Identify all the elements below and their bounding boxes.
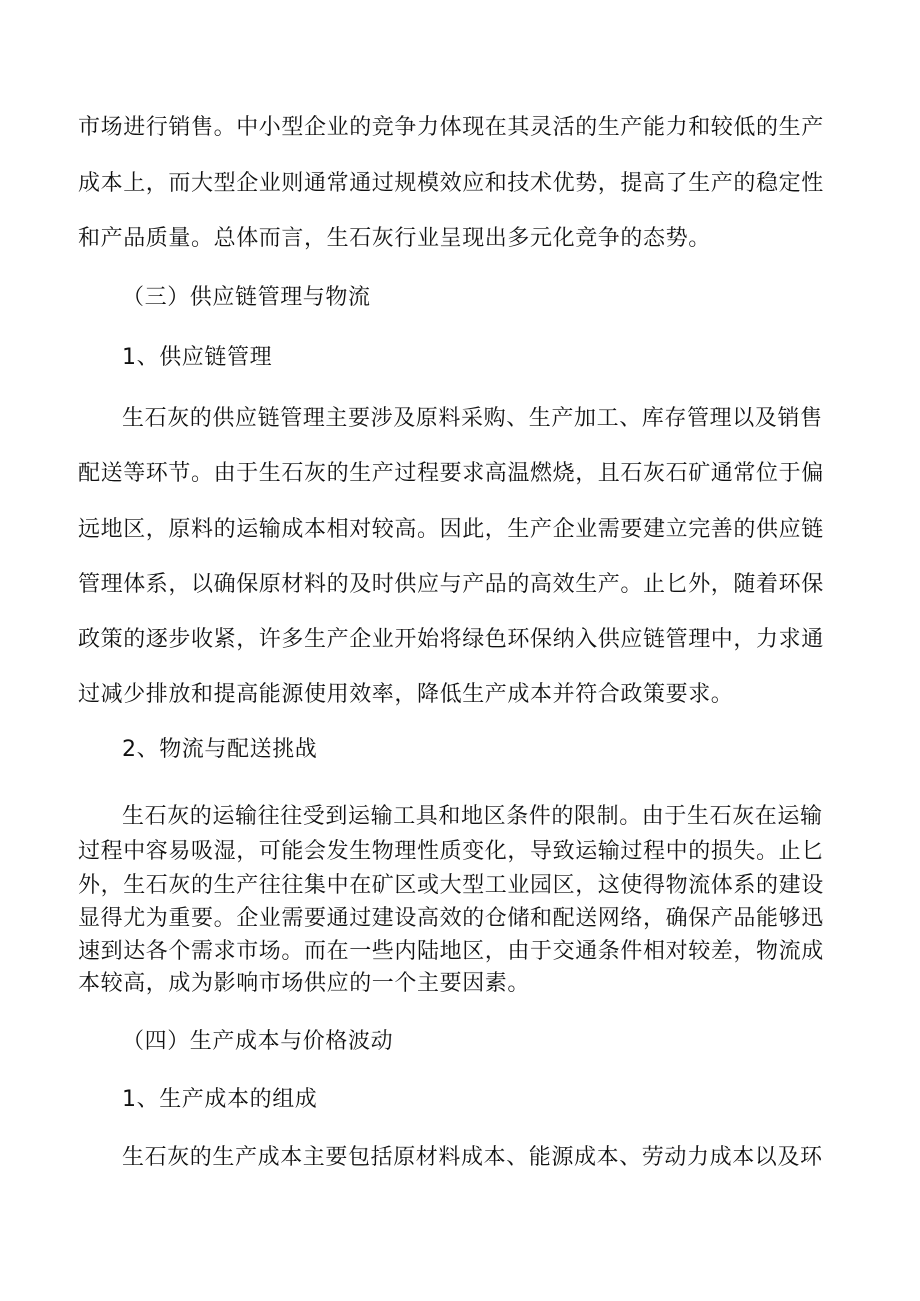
paragraph-line: 本较高，成为影响市场供应的一个主要因素。 xyxy=(78,971,531,996)
paragraph-line: 市场进行销售。中小型企业的竞争力体现在其灵活的生产能力和较低的生产 xyxy=(78,115,824,140)
paragraph-line: 远地区，原料的运输成本相对较高。因此，生产企业需要建立完善的供应链 xyxy=(78,517,824,542)
subsection-heading: 1、供应链管理 xyxy=(122,345,273,370)
paragraph-line: 成本上，而大型企业则通常通过规模效应和技术优势，提高了生产的稳定性 xyxy=(78,171,824,196)
paragraph-line: 生石灰的运输往往受到运输工具和地区条件的限制。由于生石灰在运输 xyxy=(122,804,823,829)
section-heading: （三）供应链管理与物流 xyxy=(122,285,371,310)
paragraph-line: 速到达各个需求市场。而在一些内陆地区，由于交通条件相对较差，物流成 xyxy=(78,939,824,964)
section-heading: （四）生产成本与价格波动 xyxy=(122,1029,394,1054)
paragraph-line: 生石灰的供应链管理主要涉及原料采购、生产加工、库存管理以及销售 xyxy=(122,406,823,431)
subsection-heading: 2、物流与配送挑战 xyxy=(122,737,318,762)
paragraph-line: 管理体系，以确保原材料的及时供应与产品的高效生产。止匕外，随着环保 xyxy=(78,572,824,597)
paragraph-line: 生石灰的生产成本主要包括原材料成本、能源成本、劳动力成本以及环 xyxy=(122,1145,823,1170)
paragraph-line: 过减少排放和提高能源使用效率，降低生产成本并符合政策要求。 xyxy=(78,682,734,707)
paragraph-line: 政策的逐步收紧，许多生产企业开始将绿色环保纳入供应链管理中，力求通 xyxy=(78,627,824,652)
paragraph-line: 配送等环节。由于生石灰的生产过程要求高温燃烧，且石灰石矿通常位于偏 xyxy=(78,461,824,486)
paragraph-line: 显得尤为重要。企业需要通过建设高效的仓储和配送网络，确保产品能够迅 xyxy=(78,906,824,931)
subsection-heading: 1、生产成本的组成 xyxy=(122,1087,318,1112)
paragraph-line: 和产品质量。总体而言，生石灰行业呈现出多元化竞争的态势。 xyxy=(78,226,711,251)
paragraph-line: 过程中容易吸湿，可能会发生物理性质变化，导致运输过程中的损失。止匕 xyxy=(78,839,824,864)
paragraph-line: 外，生石灰的生产往往集中在矿区或大型工业园区，这使得物流体系的建设 xyxy=(78,873,824,898)
